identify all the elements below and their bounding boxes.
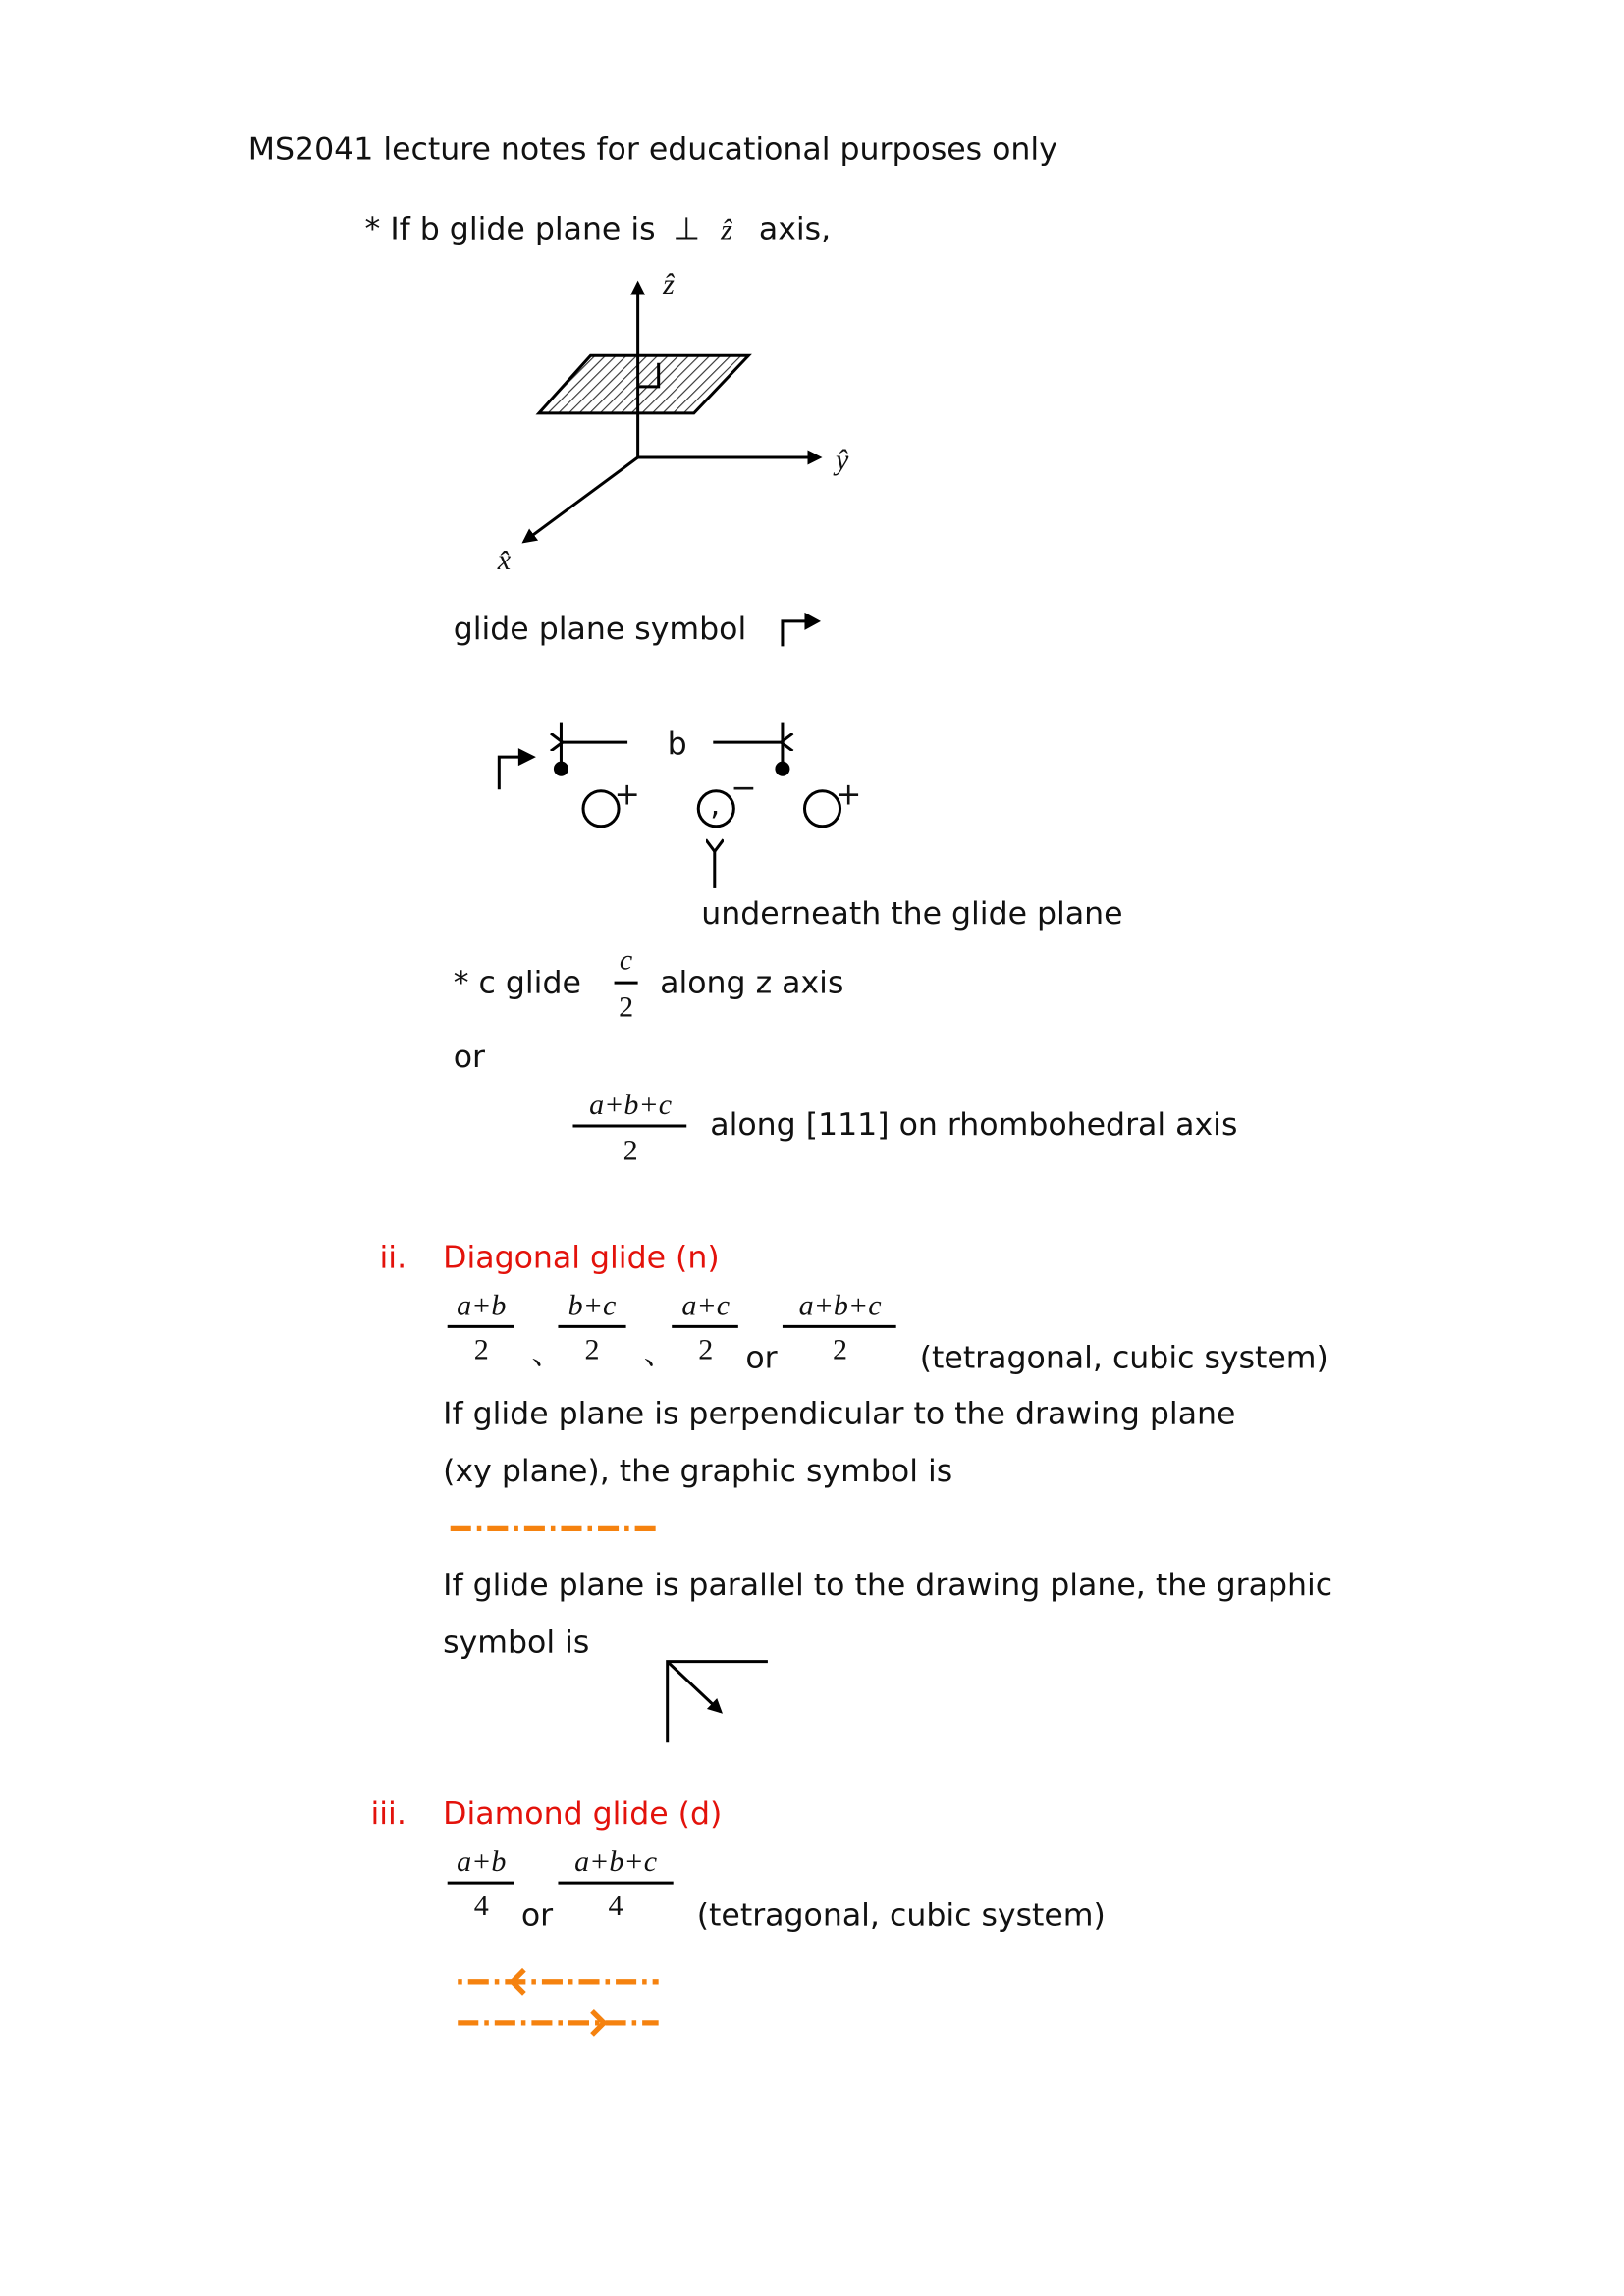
c-glide-label: * c glide [453,965,581,1001]
svg-text:4: 4 [608,1889,623,1923]
svg-text:a+b: a+b [457,1288,507,1322]
diamond-system: (tetragonal, cubic system) [696,1897,1106,1934]
sign-plus-2: + [836,776,862,813]
d-glide-symbol [458,1970,658,2035]
glide-symbol-label: glide plane symbol [453,611,747,647]
section-title-diamond: Diamond glide (d) [443,1795,723,1832]
svg-text:2: 2 [584,1332,600,1366]
x-label: x̂ [497,543,512,577]
svg-text:,: , [710,786,721,823]
axes-diagram [497,267,849,576]
svg-text:or: or [745,1340,778,1376]
underneath-label: underneath the glide plane [701,896,1123,933]
x-axis [524,457,638,542]
glide-plane-hatched [539,355,748,413]
translation-b: b [667,726,687,763]
b-glide-intro: * If b glide plane is ⊥ ẑ axis, [364,211,832,247]
svg-text:a+b+c: a+b+c [574,1844,658,1879]
svg-text:2: 2 [833,1332,848,1366]
diagonal-fractions [448,1288,896,1375]
sign-plus-1: + [614,776,641,813]
svg-text:a+b+c: a+b+c [798,1288,882,1322]
par-line-1: If glide plane is parallel to the drawing plane, the graphic [443,1567,1333,1603]
b-glide-diagram [499,723,861,888]
svg-text:a+b: a+b [457,1844,507,1879]
z-label: ẑ [663,267,675,301]
svg-text:、: 、 [643,1335,676,1371]
section-title-diagonal: Diagonal glide (n) [443,1240,720,1276]
c-glide-along: along z axis [660,965,844,1001]
diagonal-system: (tetragonal, cubic system) [919,1340,1328,1376]
svg-text:2: 2 [473,1332,489,1366]
section-number-ii: ii. [379,1240,407,1276]
par-line-2: symbol is [443,1625,590,1661]
diamond-fractions [448,1844,674,1934]
glide-plane-symbol-icon [499,757,519,789]
section-number-iii: iii. [370,1795,406,1832]
page-header: MS2041 lecture notes for educational purposes only [247,132,1057,168]
svg-text:b+c: b+c [568,1288,617,1322]
y-label: ŷ [836,443,849,477]
svg-text:4: 4 [473,1889,489,1923]
c-glide-along2: along [111] on rhombohedral axis [710,1106,1238,1143]
frac-num: a+b+c [589,1087,673,1121]
perp-line-1: If glide plane is perpendicular to the drawing plane [443,1396,1236,1432]
glide-plane-symbol-icon [783,613,821,647]
or-text: or [453,1039,486,1075]
svg-text:or: or [520,1897,554,1934]
svg-text:a+c: a+c [681,1288,731,1322]
frac-num: c [619,942,633,977]
sign-minus: − [731,771,757,807]
svg-text:、: 、 [531,1335,563,1371]
perp-line-2: (xy plane), the graphic symbol is [443,1454,953,1490]
frac-den: 2 [619,989,634,1024]
n-glide-parallel-symbol-icon [668,1662,768,1743]
svg-text:2: 2 [698,1332,714,1366]
frac-den: 2 [623,1133,638,1167]
